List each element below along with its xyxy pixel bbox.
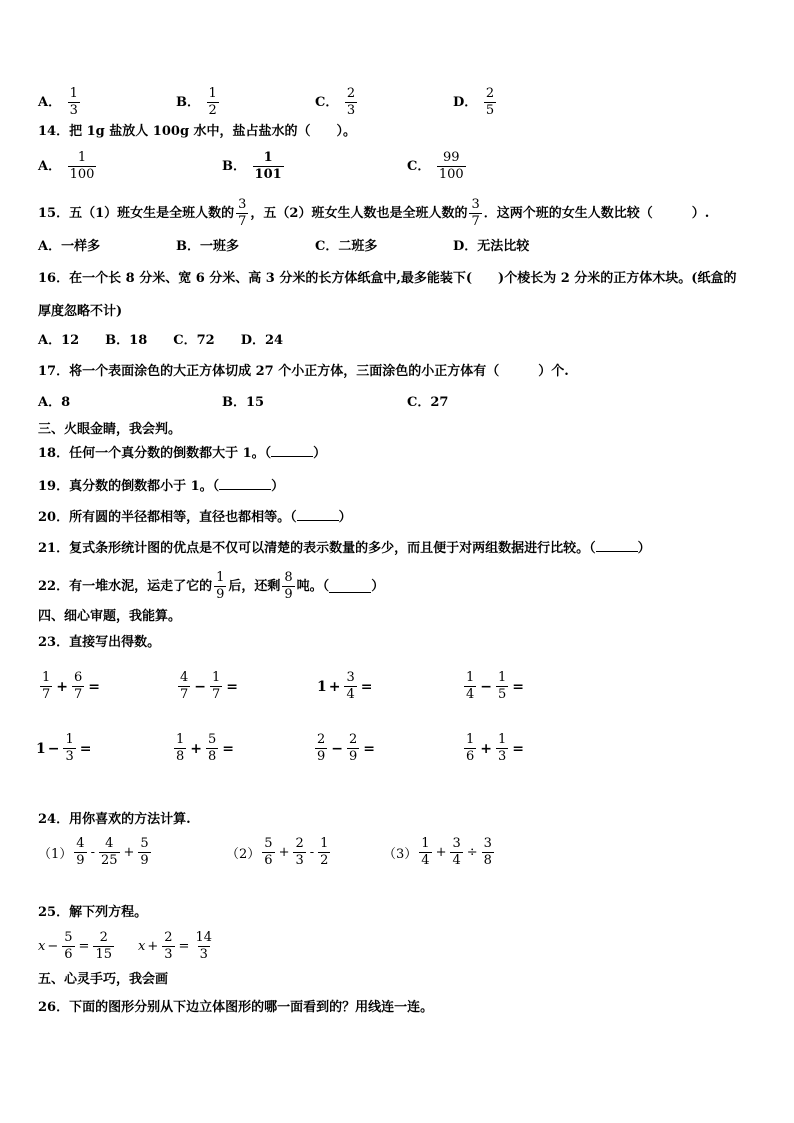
q22-text [38,570,384,603]
q21-close-paren: ） [637,541,651,556]
q23-expr-8 [462,732,526,765]
q13-option-a [38,86,82,119]
q22-part1: 22．有一堆水泥，运走了它的 [38,578,213,594]
fraction: $\frac{1}{8}$ [176,732,185,764]
section-3-heading: 三、火眼金睛，我会判。 [38,422,182,437]
whole-number: 1 [317,678,327,695]
q18-answer-blank[interactable] [271,444,313,457]
fraction: $\frac{4}{7}$ [180,670,189,702]
q23-expr-4 [462,670,526,703]
fraction: $\frac{1}{6}$ [466,732,475,764]
q25-equation-2 [138,930,216,963]
q15-option-d: D．无法比较 [453,239,530,254]
q13-option-d [453,86,498,119]
q16-line2: 厚度忽略不计) [38,304,123,319]
q16-line1: 16．在一个长 8 分米、宽 6 分米、高 3 分米的长方体纸盒中,最多能装下( )个棱长为 2 分米的正方体木块。(纸盒的 [38,271,737,286]
equals-sign: = [512,740,525,757]
q24-item-2 [226,836,332,869]
operator: − [331,740,344,757]
fraction: $\frac{1}{3}$ [65,732,74,764]
equals-sign: = [88,678,101,695]
fraction: $\frac{2}{3}$ [164,930,173,962]
variable-x: x [38,939,46,954]
q21-answer-blank[interactable] [596,539,638,552]
q22-answer-blank[interactable] [329,580,371,593]
q18-text [38,444,326,464]
fraction: $\frac{1}{7}$ [42,670,51,702]
q20-close-paren: ） [338,510,352,525]
fraction: $\frac{4}{9}$ [76,836,85,868]
q16-options: A．12 B．18 C．72 D．24 [38,333,284,348]
operator: - [309,845,315,860]
item-label: （2） [226,847,261,862]
q14-option-b-label: B． [222,159,246,174]
q20-answer-blank[interactable] [297,508,339,521]
q13-option-b-label: B． [176,95,200,110]
q22-fraction-2: $\frac{8}{9}$ [284,570,293,602]
equals-sign: = [226,678,239,695]
q13-option-d-label: D． [453,95,478,110]
q13-option-c-fraction: $\frac{2}{3}$ [346,86,356,118]
fraction: $\frac{2}{9}$ [349,732,358,764]
fraction: $\frac{2}{15}$ [95,930,112,962]
q15-fraction-1: $\frac{3}{7}$ [238,197,247,229]
q15-option-c: C．二班多 [315,239,378,254]
q22-part3: 吨。（ [296,578,330,594]
q18-question: 18．任何一个真分数的倒数都大于 1。（ [38,446,272,461]
q23-expr-1 [38,670,102,703]
q14-option-a [38,150,98,183]
operator: + [328,678,341,695]
q25-text: 25．解下列方程。 [38,905,148,920]
equals-sign: = [363,740,376,757]
q23-text: 23．直接写出得数。 [38,635,161,650]
q21-question: 21．复式条形统计图的优点是不仅可以清楚的表示数量的多少，而且便于对两组数据进行比较。（ [38,541,596,556]
q19-question: 19．真分数的倒数都小于 1。（ [38,479,220,494]
equals-sign: = [178,939,190,954]
q24-item-3 [383,836,496,869]
variable-x: x [138,939,146,954]
q13-option-d-fraction: $\frac{2}{5}$ [485,86,495,118]
q23-expr-6 [172,732,236,765]
q14-option-a-fraction: $\frac{1}{100}$ [69,150,95,182]
q20-question: 20．所有圆的半径都相等，直径也都相等。（ [38,510,297,525]
section-5-heading: 五、心灵手巧，我会画 [38,972,169,987]
equals-sign: = [78,939,90,954]
q26-text: 26．下面的图形分别从下边立体图形的哪一面看到的？用线连一连。 [38,1000,434,1015]
fraction: $\frac{1}{3}$ [498,732,507,764]
q24-item-1 [38,836,153,869]
q22-fraction-1: $\frac{1}{9}$ [216,570,225,602]
equals-sign: = [360,678,373,695]
fraction: $\frac{1}{4}$ [466,670,475,702]
operator: − [47,939,59,954]
q23-expr-2 [176,670,240,703]
operator: + [56,678,69,695]
q14-option-a-label: A． [38,159,62,174]
item-label: （1） [38,847,73,862]
fraction: $\frac{3}{8}$ [483,836,492,868]
q25-equation-1 [38,930,116,963]
fraction: $\frac{2}{9}$ [317,732,326,764]
q14-option-b [222,150,286,183]
operator: − [47,740,60,757]
operator: + [190,740,203,757]
operator: + [435,845,447,860]
operator: ÷ [466,845,478,860]
q15-part3: ．这两个班的女生人数比较（ ）. [483,205,710,221]
q14-text: 14．把 1g 盐放人 100g 水中，盐占盐水的（ ）。 [38,124,357,139]
q23-expr-7 [313,732,377,765]
q14-option-c-label: C． [407,159,431,174]
equals-sign: = [222,740,235,757]
fraction: $\frac{3}{4}$ [346,670,355,702]
section-4-heading: 四、细心审题，我能算。 [38,609,182,624]
fraction: $\frac{1}{7}$ [212,670,221,702]
q17-option-c: C．27 [407,395,449,410]
fraction: $\frac{5}{6}$ [264,836,273,868]
q24-text: 24．用你喜欢的方法计算. [38,812,191,827]
item-label: （3） [383,847,418,862]
q22-close-paren: ） [371,578,385,594]
operator: + [278,845,290,860]
q15-part2: ，五（2）班女生人数也是全班人数的 [250,205,468,221]
operator: - [90,845,95,860]
fraction: $\frac{6}{7}$ [74,670,83,702]
fraction: $\frac{4}{25}$ [100,836,118,868]
fraction: $\frac{5}{6}$ [64,930,73,962]
q15-text [38,197,709,230]
fraction: $\frac{1}{2}$ [320,836,329,868]
fraction: $\frac{5}{8}$ [208,732,217,764]
q14-option-c-fraction: $\frac{99}{100}$ [438,150,464,182]
operator: + [123,845,135,860]
fraction: $\frac{2}{3}$ [295,836,304,868]
fraction: $\frac{1}{5}$ [498,670,507,702]
q23-expr-3 [317,670,375,703]
fraction: $\frac{5}{9}$ [140,836,149,868]
whole-number: 1 [36,740,46,757]
q15-option-a: A．一样多 [38,239,101,254]
q14-option-c [407,150,468,183]
q13-option-a-label: A． [38,95,62,110]
q13-option-a-fraction: $\frac{1}{3}$ [69,86,78,118]
operator: + [147,939,159,954]
q22-part2: 后，还剩 [228,578,281,594]
q17-option-a: A．8 [38,395,71,410]
q18-close-paren: ） [313,446,327,461]
fraction: $\frac{1}{4}$ [421,836,430,868]
q13-option-c-label: C． [315,95,339,110]
q20-text [38,508,352,528]
q13-option-b [176,86,221,119]
q15-option-b: B．一班多 [176,239,239,254]
q13-option-c [315,86,359,119]
q14-option-b-fraction: $\frac{1}{101}$ [254,150,282,182]
q21-text [38,539,651,559]
equals-sign: = [512,678,525,695]
q17-text: 17．将一个表面涂色的大正方体切成 27 个小正方体，三面涂色的小正方体有（ ）个. [38,364,569,379]
operator: − [194,678,207,695]
fraction: $\frac{14}{3}$ [195,930,212,962]
operator: − [480,678,493,695]
q19-close-paren: ） [271,479,285,494]
q13-option-b-fraction: $\frac{1}{2}$ [208,86,217,118]
q19-text [38,477,284,497]
q15-part1: 15．五（1）班女生是全班人数的 [38,205,235,221]
operator: + [480,740,493,757]
q23-expr-5 [36,732,94,765]
q19-answer-blank[interactable] [219,477,271,490]
q15-fraction-2: $\frac{3}{7}$ [471,197,480,229]
equals-sign: = [79,740,92,757]
fraction: $\frac{3}{4}$ [452,836,461,868]
q17-option-b: B．15 [222,395,265,410]
